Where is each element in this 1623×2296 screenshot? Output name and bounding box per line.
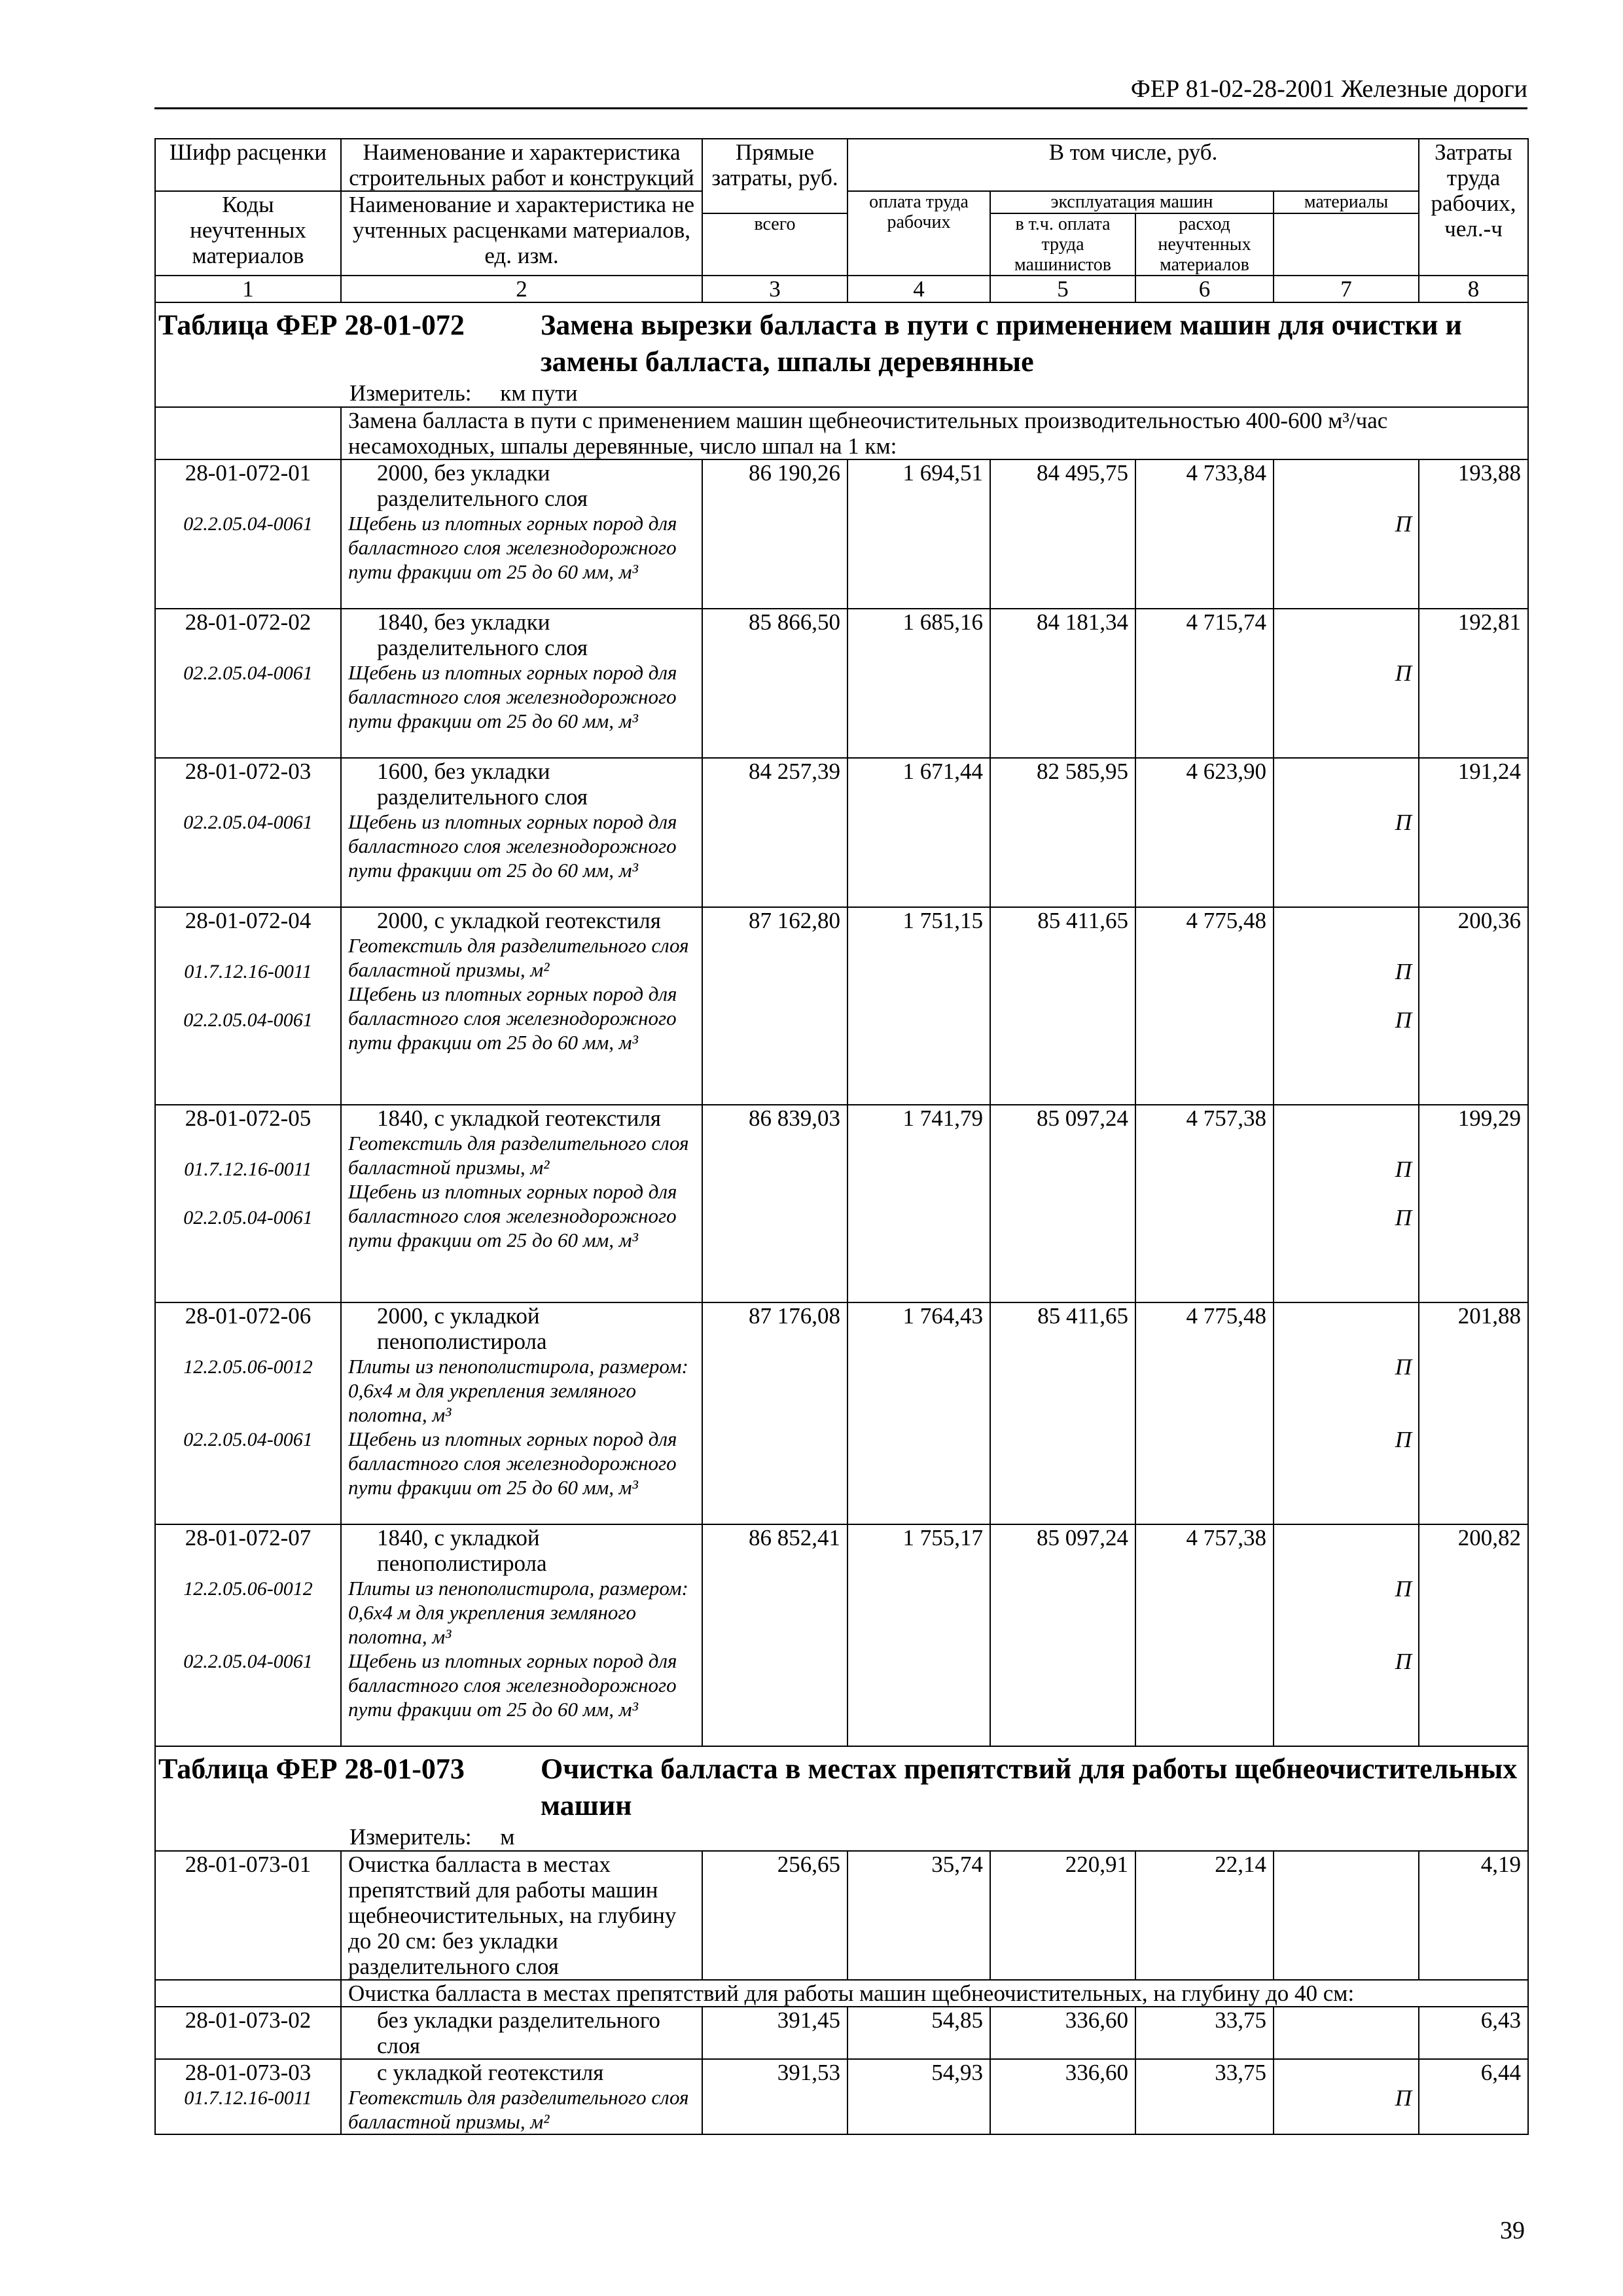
column-numbers <box>155 276 1528 302</box>
section-intro: Замена балласта в пути с применением машин щебнеочистительных производительностью 400-600 м³/час несамоходных, шпалы деревянные, число шпал на 1 км: <box>341 407 1528 459</box>
machine-cost: 336,60 <box>990 2059 1135 2134</box>
rate-code: 28-01-072-05 <box>185 1105 312 1131</box>
rate-code-cell <box>155 1524 341 1746</box>
material-code: 02.2.05.04-0061 <box>183 1651 313 1672</box>
machinist-wage: 4 733,84 <box>1135 459 1274 609</box>
material-code: 02.2.05.04-0061 <box>183 1207 313 1229</box>
rate-code-cell <box>155 907 341 1105</box>
labor-cost: 191,24 <box>1419 758 1528 907</box>
labor-cost: 192,81 <box>1419 609 1528 758</box>
table-073 <box>155 1746 1528 2134</box>
material-name: Геотекстиль для разделительного слоя балластной призмы, м² <box>348 2086 689 2133</box>
machine-cost: 85 097,24 <box>990 1105 1135 1302</box>
table-title <box>156 1747 1527 1824</box>
work-name: 1840, с укладкой пенополистирола <box>377 1525 547 1576</box>
labor-cost: 193,88 <box>1419 459 1528 609</box>
material-code: 02.2.05.04-0061 <box>183 812 313 833</box>
material-mark: П <box>1395 660 1412 686</box>
material-mark: П <box>1395 1007 1412 1033</box>
column-number: 5 <box>990 276 1135 302</box>
wage-cost: 1 694,51 <box>847 459 990 609</box>
material-code: 02.2.05.04-0061 <box>183 1429 313 1450</box>
table-header <box>155 139 1528 302</box>
material-name: Щебень из плотных горных пород для балластного слоя железнодорожного пути фракции от 25 до 60 мм, м³ <box>348 1180 677 1251</box>
material-code: 01.7.12.16-0011 <box>184 2087 312 2109</box>
material-mark: П <box>1395 959 1412 984</box>
col-machwage-header: в т.ч. оплата труда машинистов <box>990 213 1135 276</box>
machinist-wage: 4 775,48 <box>1135 907 1274 1105</box>
work-name: 2000, с укладкой геотекстиля <box>377 908 661 933</box>
work-name: 1840, без укладки разделительного слоя <box>377 609 588 660</box>
rates-table <box>154 138 1529 2135</box>
table-caption: Замена вырезки балласта в пути с применением машин для очистки и замены балласта, шпалы деревянные <box>541 309 1462 378</box>
rate-code-cell <box>155 609 341 758</box>
col-name-header: Наименование и характеристика строительных работ и конструкций <box>341 139 702 191</box>
machinist-wage: 22,14 <box>1135 1851 1274 1980</box>
table-row <box>155 459 1528 609</box>
table-073-title-cell <box>155 1746 1528 1851</box>
direct-cost: 87 162,80 <box>702 907 847 1105</box>
column-number: 1 <box>155 276 341 302</box>
table-row <box>155 2007 1528 2059</box>
materials-cell <box>1274 2007 1419 2059</box>
wage-cost: 1 755,17 <box>847 1524 990 1746</box>
rate-code-cell <box>155 459 341 609</box>
table-072 <box>155 302 1528 459</box>
table-row <box>155 1851 1528 1980</box>
work-name: 2000, без укладки разделительного слоя <box>377 460 588 511</box>
table-row <box>155 1302 1528 1524</box>
material-mark: П <box>1395 1354 1412 1380</box>
material-code: 01.7.12.16-0011 <box>184 961 312 982</box>
col-labor-header: Затраты труда рабочих, чел.-ч <box>1419 139 1528 276</box>
table-label: Таблица ФЕР 28-01-072 <box>158 309 465 341</box>
material-mark: П <box>1395 2085 1412 2111</box>
direct-cost: 86 190,26 <box>702 459 847 609</box>
direct-cost: 84 257,39 <box>702 758 847 907</box>
wage-cost: 1 671,44 <box>847 758 990 907</box>
col-matname-header: Наименование и характеристика не учтенных расценками материалов, ед. изм. <box>341 191 702 276</box>
material-name: Щебень из плотных горных пород для балластного слоя железнодорожного пути фракции от 25 до 60 мм, м³ <box>348 512 677 583</box>
wage-cost: 1 751,15 <box>847 907 990 1105</box>
column-number: 7 <box>1274 276 1419 302</box>
machine-cost: 84 495,75 <box>990 459 1135 609</box>
work-name-cell <box>341 459 702 609</box>
rate-code: 28-01-073-02 <box>155 2007 341 2059</box>
machine-cost: 85 411,65 <box>990 907 1135 1105</box>
material-mark: П <box>1395 1205 1412 1230</box>
material-name: Щебень из плотных горных пород для балластного слоя железнодорожного пути фракции от 25 до 60 мм, м³ <box>348 661 677 732</box>
direct-cost: 86 852,41 <box>702 1524 847 1746</box>
machinist-wage: 33,75 <box>1135 2007 1274 2059</box>
table-row <box>155 609 1528 758</box>
material-code: 02.2.05.04-0061 <box>183 662 313 684</box>
page-number: 39 <box>1500 2217 1525 2244</box>
table-label: Таблица ФЕР 28-01-073 <box>158 1753 465 1785</box>
rate-code: 28-01-072-07 <box>185 1525 312 1551</box>
work-name: с укладкой геотекстиля <box>377 2060 604 2085</box>
rate-code: 28-01-072-06 <box>185 1303 312 1329</box>
direct-cost: 87 176,08 <box>702 1302 847 1524</box>
rate-code: 28-01-072-03 <box>185 759 312 784</box>
section-intro: Очистка балласта в местах препятствий для работы машин щебнеочистительных, на глубину до 40 см: <box>341 1980 1528 2007</box>
machinist-wage: 4 715,74 <box>1135 609 1274 758</box>
table-row <box>155 1524 1528 1746</box>
material-mark-cell <box>1274 1524 1419 1746</box>
labor-cost: 201,88 <box>1419 1302 1528 1524</box>
work-name: 1840, с укладкой геотекстиля <box>377 1105 661 1131</box>
material-name: Геотекстиль для разделительного слоя балластной призмы, м² <box>348 934 689 981</box>
material-name: Плиты из пенополистирола, размером: 0,6х4 м для укрепления земляного полотна, м³ <box>348 1577 688 1648</box>
material-mark-cell <box>1274 1302 1419 1524</box>
rate-code-cell <box>155 2059 341 2134</box>
rate-code: 28-01-073-03 <box>185 2060 312 2085</box>
material-code: 02.2.05.04-0061 <box>183 513 313 535</box>
work-name-cell <box>341 1302 702 1524</box>
table-row <box>155 2059 1528 2134</box>
labor-cost: 4,19 <box>1419 1851 1528 1980</box>
blank-cell <box>155 407 341 459</box>
machinist-wage: 4 623,90 <box>1135 758 1274 907</box>
rate-code: 28-01-073-01 <box>155 1851 341 1980</box>
measure-value: м <box>500 1824 515 1850</box>
rate-code-cell <box>155 758 341 907</box>
material-mark-cell <box>1274 1105 1419 1302</box>
rate-code: 28-01-072-01 <box>185 460 312 486</box>
col-materials-group: материалы <box>1274 191 1419 213</box>
table-caption: Очистка балласта в местах препятствий для работы щебнеочистительных машин <box>541 1753 1518 1821</box>
rate-code-cell <box>155 1105 341 1302</box>
col-machines-group: эксплуатация машин <box>990 191 1274 213</box>
material-name: Плиты из пенополистирола, размером: 0,6х4 м для укрепления земляного полотна, м³ <box>348 1355 688 1426</box>
measure-unit <box>156 1824 1527 1850</box>
material-code: 02.2.05.04-0061 <box>183 1009 313 1031</box>
material-mark-cell <box>1274 907 1419 1105</box>
work-name-cell <box>341 907 702 1105</box>
machinist-wage: 4 757,38 <box>1135 1105 1274 1302</box>
material-mark: П <box>1395 1649 1412 1674</box>
material-mark-cell <box>1274 609 1419 758</box>
col-mach-header: всего <box>702 213 847 276</box>
col-group-header: В том числе, руб. <box>847 139 1419 191</box>
work-name-cell <box>341 1524 702 1746</box>
machine-cost: 84 181,34 <box>990 609 1135 758</box>
material-mark: П <box>1395 810 1412 835</box>
wage-cost: 54,85 <box>847 2007 990 2059</box>
measure-unit <box>156 380 1527 406</box>
table-row <box>155 758 1528 907</box>
rate-code-cell <box>155 1302 341 1524</box>
material-name: Щебень из плотных горных пород для балластного слоя железнодорожного пути фракции от 25 до 60 мм, м³ <box>348 1649 677 1721</box>
rate-code: 28-01-072-02 <box>185 609 312 635</box>
wage-cost: 1 685,16 <box>847 609 990 758</box>
machine-cost: 336,60 <box>990 2007 1135 2059</box>
labor-cost: 6,44 <box>1419 2059 1528 2134</box>
machine-cost: 85 411,65 <box>990 1302 1135 1524</box>
work-name: 2000, с укладкой пенополистирола <box>377 1303 547 1354</box>
material-name: Щебень из плотных горных пород для балластного слоя железнодорожного пути фракции от 25 до 60 мм, м³ <box>348 810 677 882</box>
rate-code: 28-01-072-04 <box>185 908 312 933</box>
material-mark-cell <box>1274 2059 1419 2134</box>
material-code: 12.2.05.06-0012 <box>183 1578 313 1600</box>
table-072-title-cell <box>155 302 1528 407</box>
labor-cost: 6,43 <box>1419 2007 1528 2059</box>
measure-label: Измеритель: <box>349 1824 472 1850</box>
table-row <box>155 907 1528 1105</box>
col-code-header: Шифр расценки <box>155 139 341 191</box>
work-name: 1600, без укладки разделительного слоя <box>377 759 588 810</box>
work-name-cell <box>341 1105 702 1302</box>
blank-cell <box>155 1980 341 2007</box>
wage-cost: 1 764,43 <box>847 1302 990 1524</box>
machinist-wage: 33,75 <box>1135 2059 1274 2134</box>
machine-cost: 85 097,24 <box>990 1524 1135 1746</box>
column-number: 8 <box>1419 276 1528 302</box>
material-mark: П <box>1395 1157 1412 1182</box>
labor-cost: 200,82 <box>1419 1524 1528 1746</box>
work-name-cell <box>341 2059 702 2134</box>
material-mark: П <box>1395 511 1412 537</box>
direct-cost: 85 866,50 <box>702 609 847 758</box>
col-matcode-header: Коды неучтенных материалов <box>155 191 341 276</box>
machinist-wage: 4 775,48 <box>1135 1302 1274 1524</box>
machine-cost: 220,91 <box>990 1851 1135 1980</box>
machinist-wage: 4 757,38 <box>1135 1524 1274 1746</box>
material-mark-cell <box>1274 758 1419 907</box>
wage-cost: 1 741,79 <box>847 1105 990 1302</box>
material-code: 12.2.05.06-0012 <box>183 1356 313 1378</box>
col-unaccounted-header: расход неучтенных материалов <box>1135 213 1274 276</box>
material-name: Щебень из плотных горных пород для балластного слоя железнодорожного пути фракции от 25 до 60 мм, м³ <box>348 982 677 1054</box>
column-number: 6 <box>1135 276 1274 302</box>
table-072-rows <box>155 459 1528 1746</box>
labor-cost: 199,29 <box>1419 1105 1528 1302</box>
work-name: Очистка балласта в местах препятствий для работы машин щебнеочистительных, на глубину до 20 см: без укладки разделительного слоя <box>341 1851 702 1980</box>
work-name: без укладки разделительного слоя <box>341 2007 702 2059</box>
material-mark: П <box>1395 1427 1412 1452</box>
labor-cost: 200,36 <box>1419 907 1528 1105</box>
measure-label: Измеритель: <box>349 380 472 406</box>
wage-cost: 54,93 <box>847 2059 990 2134</box>
direct-cost: 256,65 <box>702 1851 847 1980</box>
column-number: 3 <box>702 276 847 302</box>
material-name: Геотекстиль для разделительного слоя балластной призмы, м² <box>348 1132 689 1179</box>
col-direct-header: Прямые затраты, руб. <box>702 139 847 213</box>
col-wage-header: оплата труда рабочих <box>847 191 990 276</box>
measure-value: км пути <box>500 380 578 406</box>
work-name-cell <box>341 609 702 758</box>
material-mark-cell <box>1274 459 1419 609</box>
table-title <box>156 303 1527 380</box>
machine-cost: 82 585,95 <box>990 758 1135 907</box>
materials-cell <box>1274 1851 1419 1980</box>
direct-cost: 391,45 <box>702 2007 847 2059</box>
column-number: 2 <box>341 276 702 302</box>
material-mark: П <box>1395 1576 1412 1602</box>
direct-cost: 86 839,03 <box>702 1105 847 1302</box>
direct-cost: 391,53 <box>702 2059 847 2134</box>
wage-cost: 35,74 <box>847 1851 990 1980</box>
material-name: Щебень из плотных горных пород для балластного слоя железнодорожного пути фракции от 25 до 60 мм, м³ <box>348 1427 677 1499</box>
material-code: 01.7.12.16-0011 <box>184 1158 312 1180</box>
table-row <box>155 1105 1528 1302</box>
work-name-cell <box>341 758 702 907</box>
column-number: 4 <box>847 276 990 302</box>
running-header: ФЕР 81-02-28-2001 Железные дороги <box>154 73 1527 109</box>
